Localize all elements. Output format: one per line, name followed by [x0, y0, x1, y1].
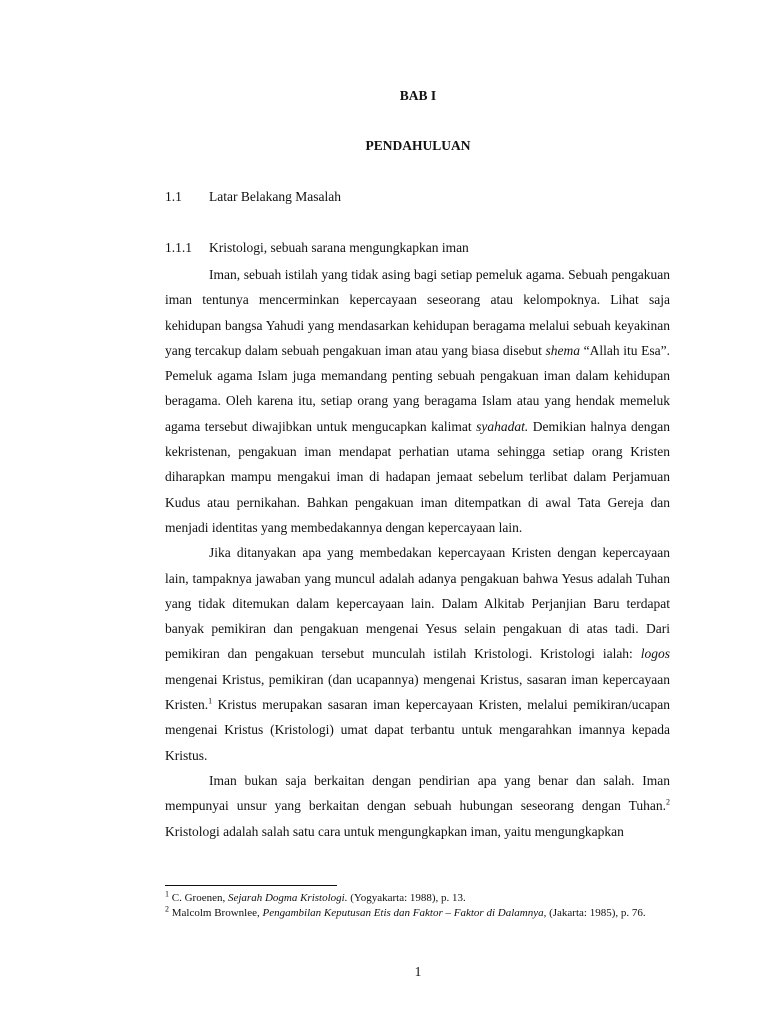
paragraph-3-text-b: Kristologi adalah salah satu cara untuk mengungkapkan iman, yaitu mengungkapkan — [165, 823, 624, 839]
chapter-title: PENDAHULUAN — [365, 138, 471, 153]
footnote-2-work: Pengambilan Keputusan Etis dan Faktor – Faktor di Dalamnya — [262, 906, 544, 919]
paragraph-3 — [165, 768, 670, 844]
page-number: 1 — [414, 964, 422, 979]
footnote-ref-2[interactable]: 2 — [666, 797, 670, 807]
section-title: Latar Belakang Masalah — [209, 189, 341, 204]
paragraph-1 — [165, 262, 670, 540]
section-heading — [165, 189, 341, 205]
subsection-number: 1.1.1 — [165, 240, 192, 255]
subsection-heading — [165, 240, 469, 256]
chapter-label: BAB I — [399, 88, 437, 103]
footnote-1-publication: (Yogyakarta: 1988), p. 13. — [347, 892, 466, 904]
footnotes — [165, 891, 670, 920]
footnote-1-work: Sejarah Dogma Kristologi. — [227, 892, 348, 904]
paragraph-2-text-c: mengenai Kristus, pemikiran (dan ucapannya) mengenai Kristus, sasaran iman kepercayaan Kristen. — [165, 671, 670, 713]
footnote-divider — [165, 885, 337, 886]
paragraph-2-text-a: Jika ditanyakan apa yang membedakan kepercayaan Kristen dengan kepercayaan lain, tampaknya jawaban yang muncul adalah adanya pengakuan bahwa Yesus adalah Tuhan yang tidak ditemukan dalam kepercayaan lain. Dalam Alkitab Perjanjian Baru terdapat banyak pemikiran dan pengakuan mengenai Yesus selain pengakuan di atas tadi. Dari pemikiran dan pengakuan tersebut munculah istilah Kristologi. Kristologi ialah: — [165, 545, 670, 662]
paragraph-2-text-d: Kristus merupakan sasaran iman kepercayaan Kristen, melalui pemikiran/ucapan mengenai Kristus (Kristologi) umat dapat terbantu untuk mengarahkan imannya kepada Kristus. — [165, 697, 670, 763]
footnote-ref-1[interactable]: 1 — [208, 696, 213, 706]
paragraph-1-text-e: Demikian halnya dengan kekristenan, pengakuan iman mendapat perhatian utama sehingga setiap orang Kristen diharapkan mampu mengakui iman di hadapan jemaat sebelum terlibat dalam Perjamuan Kudus atau pernikahan. Bahkan pengakuan iman ditempatkan di awal Tata Gereja dan menjadi identitas yang membedakannya dengan kepercayaan lain. — [165, 418, 670, 535]
term-syahadat: syahadat. — [476, 418, 529, 434]
footnote-1-number: 1 — [165, 889, 169, 899]
footnote-2-publication: , (Jakarta: 1985), p. 76. — [543, 906, 646, 919]
term-shema: shema — [545, 342, 580, 358]
footnote-1-author: C. Groenen, — [169, 892, 228, 904]
subsection-title: Kristologi, sebuah sarana mengungkapkan iman — [209, 240, 469, 255]
paragraph-1-text-c: “Allah itu Esa”. Pemeluk agama Islam juga memandang penting sebuah pengakuan iman dalam kehidupan beragama. Oleh karena itu, setiap orang yang beragama Islam atau yang hendak memeluk agama tersebut diwajibkan untuk mengucapkan kalimat — [165, 342, 670, 434]
section-number: 1.1 — [165, 189, 182, 204]
footnote-2 — [165, 903, 670, 921]
footnote-2-author: Malcolm Brownlee, — [169, 906, 263, 919]
paragraph-2 — [165, 540, 670, 768]
body-text — [165, 262, 670, 844]
paragraph-3-text-a: Iman bukan saja berkaitan dengan pendirian apa yang benar dan salah. Iman mempunyai unsur yang berkaitan dengan sebuah hubungan seseorang dengan Tuhan. — [165, 772, 670, 814]
footnote-2-number: 2 — [165, 903, 169, 913]
footnote-1 — [165, 891, 670, 906]
term-logos: logos — [640, 646, 670, 662]
paragraph-1-text-a: Iman, sebuah istilah yang tidak asing bagi setiap pemeluk agama. Sebuah pengakuan iman tentunya mencerminkan kepercayaan seseorang atau kelompoknya. Lihat saja kehidupan bangsa Yahudi yang mendasarkan kehidupan beragama melalui sebuah keyakinan yang tercakup dalam sebuah pengakuan iman atau yang biasa disebut — [165, 267, 670, 358]
